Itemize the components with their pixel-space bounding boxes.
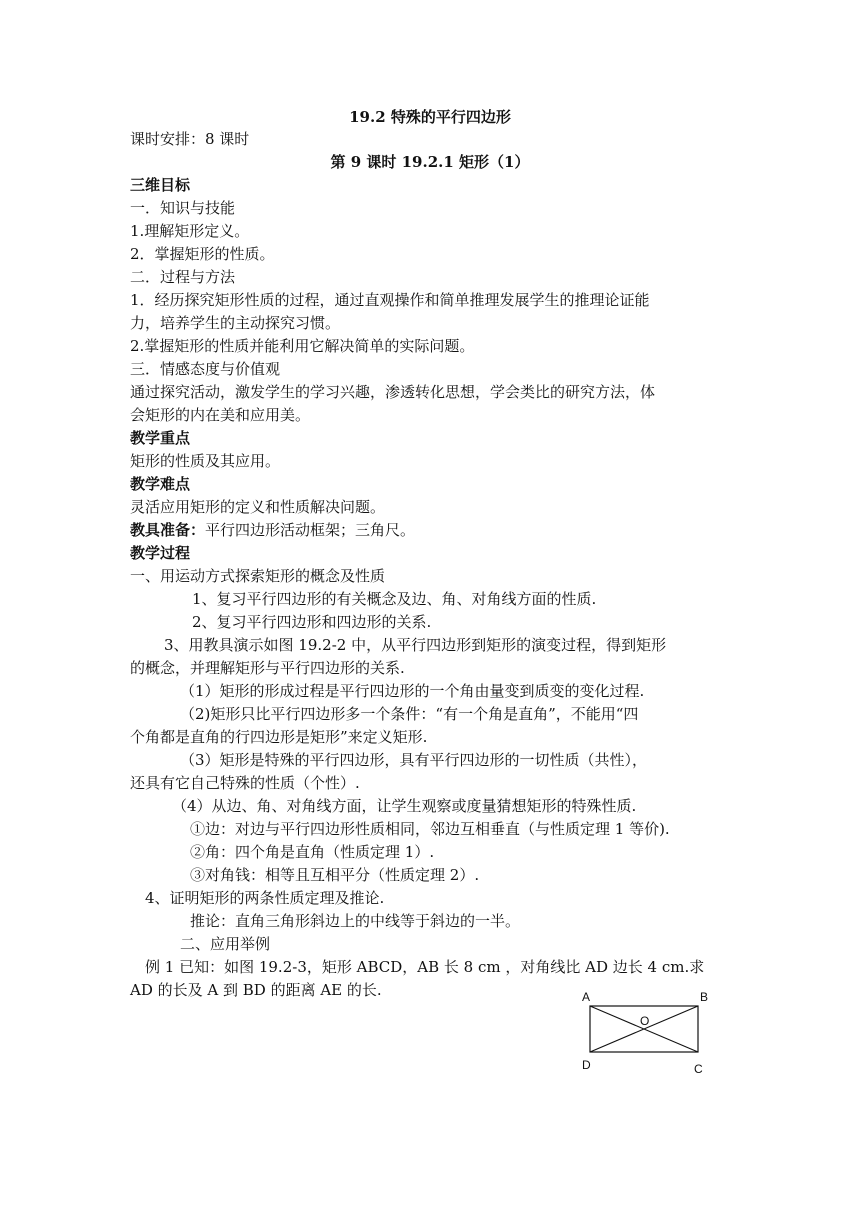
- difficulty-text: 灵活应用矩形的定义和性质解决问题。: [130, 498, 386, 516]
- section-process-method: 二．过程与方法: [130, 268, 236, 286]
- corollary-line: 推论：直角三角形斜边上的中线等于斜边的一半。: [190, 912, 521, 930]
- part-1-sub-2b: 个角都是直角的行四边形是矩形”来定义矩形.: [130, 728, 428, 746]
- process-heading: 教学过程: [130, 544, 191, 562]
- focus-heading: 教学重点: [130, 429, 191, 447]
- part-1-heading: 一、用运动方式探索矩形的概念及性质: [130, 567, 386, 585]
- rectangle-abcd-figure: [572, 988, 722, 1088]
- attitude-text-b: 会矩形的内在美和应用美。: [130, 406, 311, 424]
- example-1-line-a: 例 1 已知：如图 19.2-3，矩形 ABCD，AB 长 8 cm ，对角线比 AD 边长 4 cm.求: [145, 958, 705, 976]
- difficulty-heading: 教学难点: [130, 475, 191, 493]
- label-o: O: [640, 1014, 650, 1028]
- part-1-item-4: 4、证明矩形的两条性质定理及推论.: [145, 889, 385, 907]
- process-item-2: 2.掌握矩形的性质并能利用它解决简单的实际问题。: [130, 337, 475, 355]
- part-1-sub-1: （1）矩形的形成过程是平行四边形的一个角由量变到质变的变化过程.: [180, 682, 645, 700]
- part-1-sub-2a: （2)矩形只比平行四边形多一个条件：“有一个角是直角”，不能用“四: [180, 705, 639, 723]
- property-sides: ①边：对边与平行四边形性质相同，邻边互相垂直（与性质定理 1 等价).: [190, 820, 670, 838]
- attitude-text-a: 通过探究活动，激发学生的学习兴趣，渗透转化思想，学会类比的研究方法，体: [130, 383, 656, 401]
- part-1-sub-3a: （3）矩形是特殊的平行四边形，具有平行四边形的一切性质（共性），: [180, 751, 648, 769]
- part-1-item-1: 1、复习平行四边形的有关概念及边、角、对角线方面的性质.: [192, 590, 597, 608]
- goals-heading: 三维目标: [130, 176, 191, 194]
- process-item-1b: 力，培养学生的主动探究习惯。: [130, 314, 341, 332]
- tools-label: 教具准备：: [130, 521, 206, 539]
- process-item-1a: 1．经历探究矩形性质的过程，通过直观操作和简单推理发展学生的推理论证能: [130, 291, 650, 309]
- part-1-sub-4: （4）从边、角、对角线方面，让学生观察或度量猜想矩形的特殊性质.: [172, 797, 637, 815]
- tools-line: [130, 519, 730, 542]
- label-a: A: [582, 990, 591, 1004]
- lesson-title: 第 9 课时 19.2.1 矩形（1）: [330, 153, 530, 171]
- focus-text: 矩形的性质及其应用。: [130, 452, 281, 470]
- tools-text: 平行四边形活动框架；三角尺。: [205, 521, 416, 539]
- schedule-line: 课时安排：8 课时: [130, 130, 250, 148]
- property-diagonals: ③对角钱：相等且互相平分（性质定理 2）.: [190, 866, 480, 884]
- part-1-item-3a: 3、用教具演示如图 19.2-2 中，从平行四边形到矩形的演变过程，得到矩形: [164, 636, 667, 654]
- part-1-item-2: 2、复习平行四边形和四边形的关系.: [192, 613, 432, 631]
- document-title: 19.2 特殊的平行四边形: [349, 108, 511, 126]
- label-b: B: [700, 990, 709, 1004]
- example-1-line-b: AD 的长及 A 到 BD 的距离 AE 的长.: [130, 981, 382, 999]
- part-1-sub-3b: 还具有它自己特殊的性质（个性）.: [130, 774, 360, 792]
- knowledge-item-2: 2．掌握矩形的性质。: [130, 245, 275, 263]
- part-1-item-3b: 的概念，并理解矩形与平行四边形的关系.: [130, 659, 405, 677]
- part-2-heading: 二、应用举例: [180, 935, 271, 953]
- label-c: C: [694, 1062, 703, 1076]
- knowledge-item-1: 1.理解矩形定义。: [130, 222, 250, 240]
- section-attitude: 三．情感态度与价值观: [130, 360, 281, 378]
- section-knowledge: 一．知识与技能: [130, 199, 236, 217]
- label-d: D: [582, 1058, 591, 1072]
- property-angles: ②角：四个角是直角（性质定理 1）.: [190, 843, 435, 861]
